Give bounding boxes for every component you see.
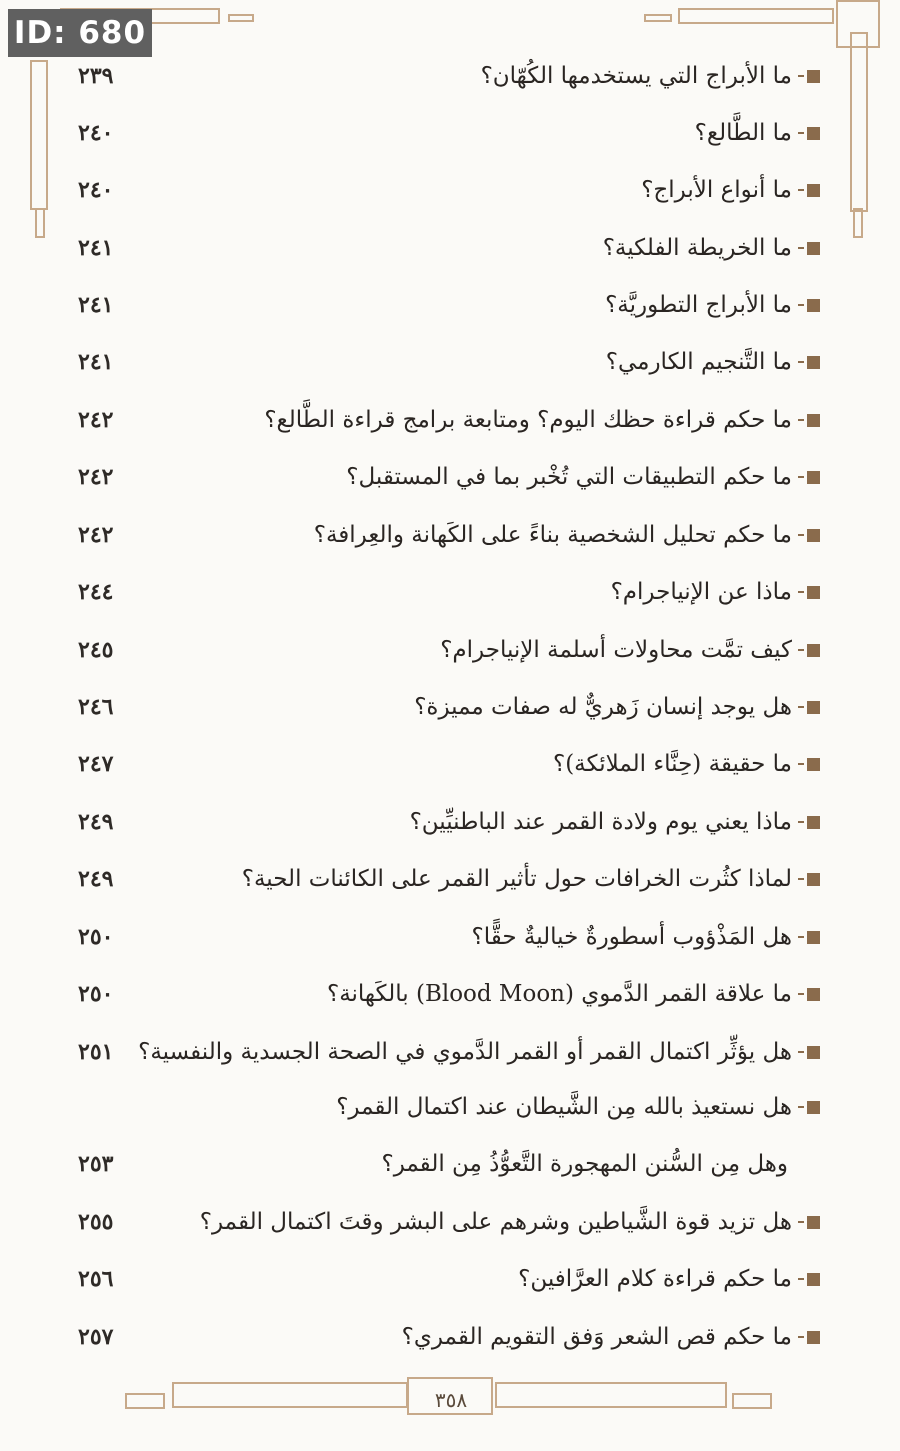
toc-entry <box>606 349 820 375</box>
toc-row <box>60 1083 840 1131</box>
dash-icon <box>798 763 804 765</box>
toc-entry <box>200 1209 820 1235</box>
toc-entry-title: ما التَّنجيم الكارمي؟ <box>605 349 792 375</box>
toc-page-number: ٢٥١ <box>78 1039 114 1065</box>
frame-bottom-right-small <box>732 1393 772 1409</box>
toc-row <box>60 511 840 559</box>
frame-top-right-small <box>644 14 672 22</box>
toc-entry <box>695 120 820 146</box>
square-bullet-icon <box>807 356 820 369</box>
toc-row <box>60 626 840 674</box>
toc-page-number: ٢٤٢ <box>78 407 114 433</box>
dash-icon <box>798 304 804 306</box>
dash-icon <box>798 476 804 478</box>
toc-entry <box>242 866 820 892</box>
dash-icon <box>798 993 804 995</box>
toc-entry-title: ما حقيقة (حِنَّاء الملائكة)؟ <box>552 751 792 777</box>
dash-icon <box>798 1278 804 1280</box>
toc-entry-title: ما حكم قراءة كلام العرَّافين؟ <box>518 1266 792 1292</box>
square-bullet-icon <box>807 184 820 197</box>
id-badge: ID: 680 <box>8 9 152 57</box>
toc-entry <box>314 522 820 548</box>
square-bullet-icon <box>807 931 820 944</box>
toc-row <box>60 109 840 157</box>
toc-page-number: ٢٥٥ <box>78 1209 114 1235</box>
toc-row <box>60 913 840 961</box>
toc-entry <box>410 809 820 835</box>
toc-entry <box>346 464 820 490</box>
frame-bottom-left-bar <box>172 1382 408 1408</box>
toc-page-number: ٢٤١ <box>78 349 114 375</box>
toc-page-number: ٢٤٠ <box>78 177 114 203</box>
toc-entry <box>264 407 820 433</box>
toc-row <box>60 453 840 501</box>
toc-row <box>60 740 840 788</box>
toc-entry-title: ما علاقة القمر الدَّموي (Blood Moon) بالكَهانة؟ <box>326 981 792 1007</box>
dash-icon <box>798 75 804 77</box>
toc-page-number: ٢٤٠ <box>78 120 114 146</box>
frame-top-left-small <box>228 14 254 22</box>
footer-page-number: ٣٥٨ <box>434 1388 468 1412</box>
dash-icon <box>798 1336 804 1338</box>
toc-row <box>60 683 840 731</box>
toc-entry <box>414 694 820 720</box>
toc-row <box>60 1313 840 1361</box>
toc-page-number: ٢٥٧ <box>78 1324 114 1350</box>
square-bullet-icon <box>807 1216 820 1229</box>
toc-entry <box>611 579 820 605</box>
frame-bottom-left-small <box>125 1393 165 1409</box>
toc-row <box>60 396 840 444</box>
toc-row <box>60 338 840 386</box>
dash-icon <box>798 189 804 191</box>
toc-entry-title: هل المَذْؤوب أسطورةٌ خياليةٌ حقًّا؟ <box>471 924 792 950</box>
frame-left-small <box>35 208 45 238</box>
toc-entry <box>138 1039 820 1065</box>
frame-left-bar <box>30 60 48 210</box>
square-bullet-icon <box>807 1101 820 1114</box>
toc-entry-title: وهل مِن السُّنن المهجورة التَّعوُّذُ مِن القمر؟ <box>381 1151 788 1177</box>
dash-icon <box>798 534 804 536</box>
square-bullet-icon <box>807 242 820 255</box>
toc-entry-title: هل نستعيذ بالله مِن الشَّيطان عند اكتمال القمر؟ <box>336 1094 792 1120</box>
square-bullet-icon <box>807 758 820 771</box>
square-bullet-icon <box>807 414 820 427</box>
toc-entry-title: هل تزيد قوة الشَّياطين وشرهم على البشر وقتَ اكتمال القمر؟ <box>199 1209 792 1235</box>
toc-row <box>60 166 840 214</box>
toc-entry <box>641 177 820 203</box>
toc-entry-title: ما أنواع الأبراج؟ <box>641 177 792 203</box>
square-bullet-icon <box>807 299 820 312</box>
toc-row <box>60 1028 840 1076</box>
toc-row <box>60 1198 840 1246</box>
toc-page-number: ٢٥٣ <box>78 1151 114 1177</box>
square-bullet-icon <box>807 586 820 599</box>
toc-page-number: ٢٥٦ <box>78 1266 114 1292</box>
square-bullet-icon <box>807 70 820 83</box>
square-bullet-icon <box>807 1046 820 1059</box>
toc-page-number: ٢٤٢ <box>78 464 114 490</box>
toc-row <box>60 52 840 100</box>
toc-entry-title: هل يؤثِّر اكتمال القمر أو القمر الدَّموي في الصحة الجسدية والنفسية؟ <box>138 1039 792 1065</box>
square-bullet-icon <box>807 471 820 484</box>
dash-icon <box>798 1221 804 1223</box>
toc-page-number: ٢٤١ <box>78 235 114 261</box>
toc-page-number: ٢٤٢ <box>78 522 114 548</box>
toc-entry-title: ما الطَّالع؟ <box>694 120 792 146</box>
frame-top-right-bar <box>678 8 834 24</box>
toc-page-number: ٢٣٩ <box>78 63 114 89</box>
square-bullet-icon <box>807 701 820 714</box>
toc-entry-title: كيف تمَّت محاولات أسلمة الإنياجرام؟ <box>440 637 792 663</box>
toc-row <box>60 970 840 1018</box>
square-bullet-icon <box>807 873 820 886</box>
toc-row <box>60 568 840 616</box>
square-bullet-icon <box>807 1331 820 1344</box>
frame-bottom-right-bar <box>495 1382 727 1408</box>
toc-entry <box>553 751 820 777</box>
square-bullet-icon <box>807 127 820 140</box>
dash-icon <box>798 936 804 938</box>
dash-icon <box>798 132 804 134</box>
dash-icon <box>798 649 804 651</box>
toc-page-number: ٢٥٠ <box>78 981 114 1007</box>
toc-row <box>60 1255 840 1303</box>
square-bullet-icon <box>807 529 820 542</box>
square-bullet-icon <box>807 816 820 829</box>
dash-icon <box>798 419 804 421</box>
toc-entry-title: ما الأبراج التي يستخدمها الكُهّان؟ <box>480 63 792 89</box>
square-bullet-icon <box>807 1273 820 1286</box>
toc-entry <box>327 981 820 1007</box>
toc-row <box>60 798 840 846</box>
toc-entry <box>440 637 820 663</box>
toc-page-number: ٢٤٧ <box>78 751 114 777</box>
toc-entry <box>605 292 820 318</box>
frame-right-small <box>853 208 863 238</box>
frame-right-bar <box>850 32 868 212</box>
dash-icon <box>798 821 804 823</box>
toc-page-number: ٢٤٤ <box>78 579 114 605</box>
toc-entry <box>603 235 820 261</box>
toc-page-number: ٢٤٥ <box>78 637 114 663</box>
dash-icon <box>798 1106 804 1108</box>
square-bullet-icon <box>807 988 820 1001</box>
dash-icon <box>798 706 804 708</box>
toc-entry-title: هل يوجد إنسان زَهريٌّ له صفات مميزة؟ <box>414 694 792 720</box>
toc-entry <box>481 63 820 89</box>
toc-row <box>60 855 840 903</box>
toc-entry-title: ما حكم التطبيقات التي تُخْبر بما في المستقبل؟ <box>346 464 792 490</box>
toc-page-number: ٢٤٩ <box>78 866 114 892</box>
toc-row <box>60 224 840 272</box>
toc-row <box>60 1140 840 1188</box>
toc-entry-title: ما الأبراج التطوريَّة؟ <box>605 292 792 318</box>
toc-entry <box>518 1266 820 1292</box>
toc-entry <box>402 1324 820 1350</box>
toc-page-number: ٢٥٠ <box>78 924 114 950</box>
toc-entry-title: ما حكم قراءة حظك اليوم؟ ومتابعة برامج قراءة الطَّالع؟ <box>264 407 792 433</box>
toc-entry <box>381 1151 788 1177</box>
toc-entry-title: ماذا عن الإنياجرام؟ <box>610 579 792 605</box>
dash-icon <box>798 361 804 363</box>
toc-page-number: ٢٤١ <box>78 292 114 318</box>
toc-page-number: ٢٤٩ <box>78 809 114 835</box>
dash-icon <box>798 1051 804 1053</box>
dash-icon <box>798 878 804 880</box>
toc-entry <box>471 924 820 950</box>
toc-entry-title: ما حكم تحليل الشخصية بناءً على الكَهانة والعِرافة؟ <box>313 522 792 548</box>
toc-entry-title: ما الخريطة الفلكية؟ <box>602 235 792 261</box>
square-bullet-icon <box>807 644 820 657</box>
toc-entry-title: لماذا كثُرت الخرافات حول تأثير القمر على الكائنات الحية؟ <box>241 866 792 892</box>
toc-entry-title: ما حكم قص الشعر وَفق التقويم القمري؟ <box>401 1324 792 1350</box>
toc-entry <box>336 1094 820 1120</box>
dash-icon <box>798 247 804 249</box>
toc-page-number: ٢٤٦ <box>78 694 114 720</box>
toc-row <box>60 281 840 329</box>
toc-entry-title: ماذا يعني يوم ولادة القمر عند الباطنيِّين؟ <box>409 809 792 835</box>
dash-icon <box>798 591 804 593</box>
